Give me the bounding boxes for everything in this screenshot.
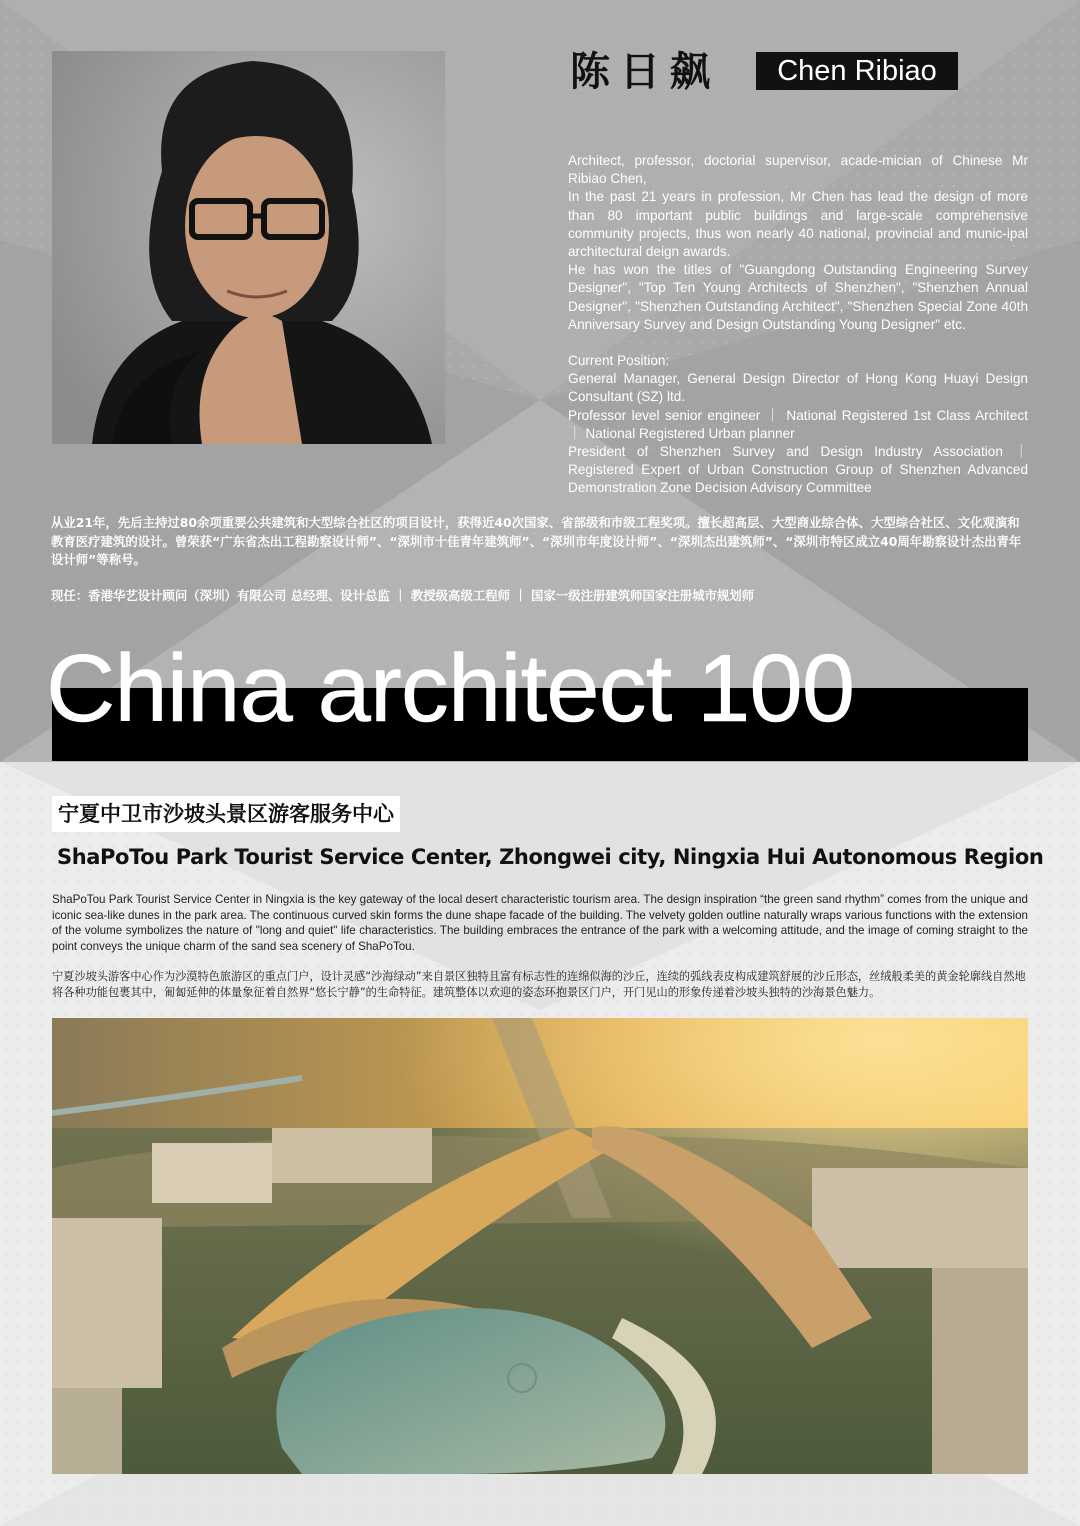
position-line: Professor level senior engineer ｜ National Registered 1st Class Architect ｜ National Registered Urban planner xyxy=(568,407,1028,441)
architect-name-cn: 陈日飙 xyxy=(570,49,720,95)
project-title-cn: 宁夏中卫市沙坡头景区游客服务中心 xyxy=(52,796,400,832)
project-description-cn: 宁夏沙坡头游客中心作为沙漠特色旅游区的重点门户，设计灵感“沙海绿动”来自景区独特且富有标志性的连绵似海的沙丘，连续的弧线表皮构成建筑舒展的沙丘形态，丝绒般柔美的黄金轮廓线自然地将各种功能包裹其中，匍匐延伸的体量象征着自然界“悠长宁静”的生命特征。建筑整体以欢迎的姿态环抱景区门户，开门见山的形象传递着沙坡头独特的沙海景色魅力。 xyxy=(52,970,1026,999)
project-description-en: ShaPoTou Park Tourist Service Center in Ningxia is the key gateway of the local desert characteristic tourism area. The design inspiration “the green sand rhythm” comes from the unique and iconic sea-like dunes in the park area. The continuous curved skin forms the dune shape facade of the building. The velvety golden outline naturally wraps various functions with the extension of the volume symbolizes the nature of "long and quiet" life characteristics. The building embraces the entrance of the park with a welcoming attitude, and the image of coming straight to the point conveys the unique charm of the sand sea scenery of ShaPoTou. xyxy=(52,893,1028,953)
architect-position-cn: 现任：香港华艺设计顾问（深圳）有限公司 总经理、设计总监 ｜ 教授级高级工程师 ｜ 国家一级注册建筑师国家注册城市规划师 xyxy=(51,588,755,603)
architect-bio-en xyxy=(568,152,1028,498)
bio-paragraph: He has won the titles of "Guangdong Outstanding Engineering Survey Designer", "Top Ten Young Architects of Shenzhen", "Shenzhen Annual Designer", "Shenzhen Outstanding Architect", "Shenzhen Special Zone 40th Anniversary Survey and Design Outstanding Young Designer" etc. xyxy=(568,262,1028,332)
architect-name-en: Chen Ribiao xyxy=(756,52,958,90)
architect-bio-cn: 从业21年，先后主持过80余项重要公共建筑和大型综合社区的项目设计，获得近40次国家、省部级和市级工程奖项。擅长超高层、大型商业综合体、大型综合社区、文化观演和教育医疗建筑的设计。曾荣获“广东省杰出工程勘察设计师”、“深圳市十佳青年建筑师”、“深圳市年度设计师”、“深圳杰出建筑师”、“深圳市特区成立40周年勘察设计杰出青年设计师”等称号。 xyxy=(51,515,1022,567)
position-line: General Manager, General Design Director of Hong Kong Huayi Design Consultant (SZ) ltd. xyxy=(568,371,1028,405)
bio-paragraph: In the past 21 years in profession, Mr Chen has lead the design of more than 80 important public buildings and large-scale comprehensive community projects, thus won nearly 40 national, provincial and munic-ipal architectural deign awards. xyxy=(568,189,1028,260)
bio-paragraph: Architect, professor, doctorial supervisor, acade-mician of Chinese Mr Ribiao Chen, xyxy=(568,153,1028,187)
architect-portrait xyxy=(52,51,445,444)
project-aerial-photo xyxy=(52,1018,1028,1474)
banner-title: China architect 100 xyxy=(46,635,855,742)
position-line: President of Shenzhen Survey and Design Industry Association ｜ Registered Expert of Urban Construction Group of Shenzhen Advanced Demonstration Zone Decision Advisory Committee xyxy=(568,444,1028,496)
position-heading: Current Position: xyxy=(568,353,670,369)
project-title-en: ShaPoTou Park Tourist Service Center, Zhongwei city, Ningxia Hui Autonomous Region xyxy=(57,845,1044,869)
